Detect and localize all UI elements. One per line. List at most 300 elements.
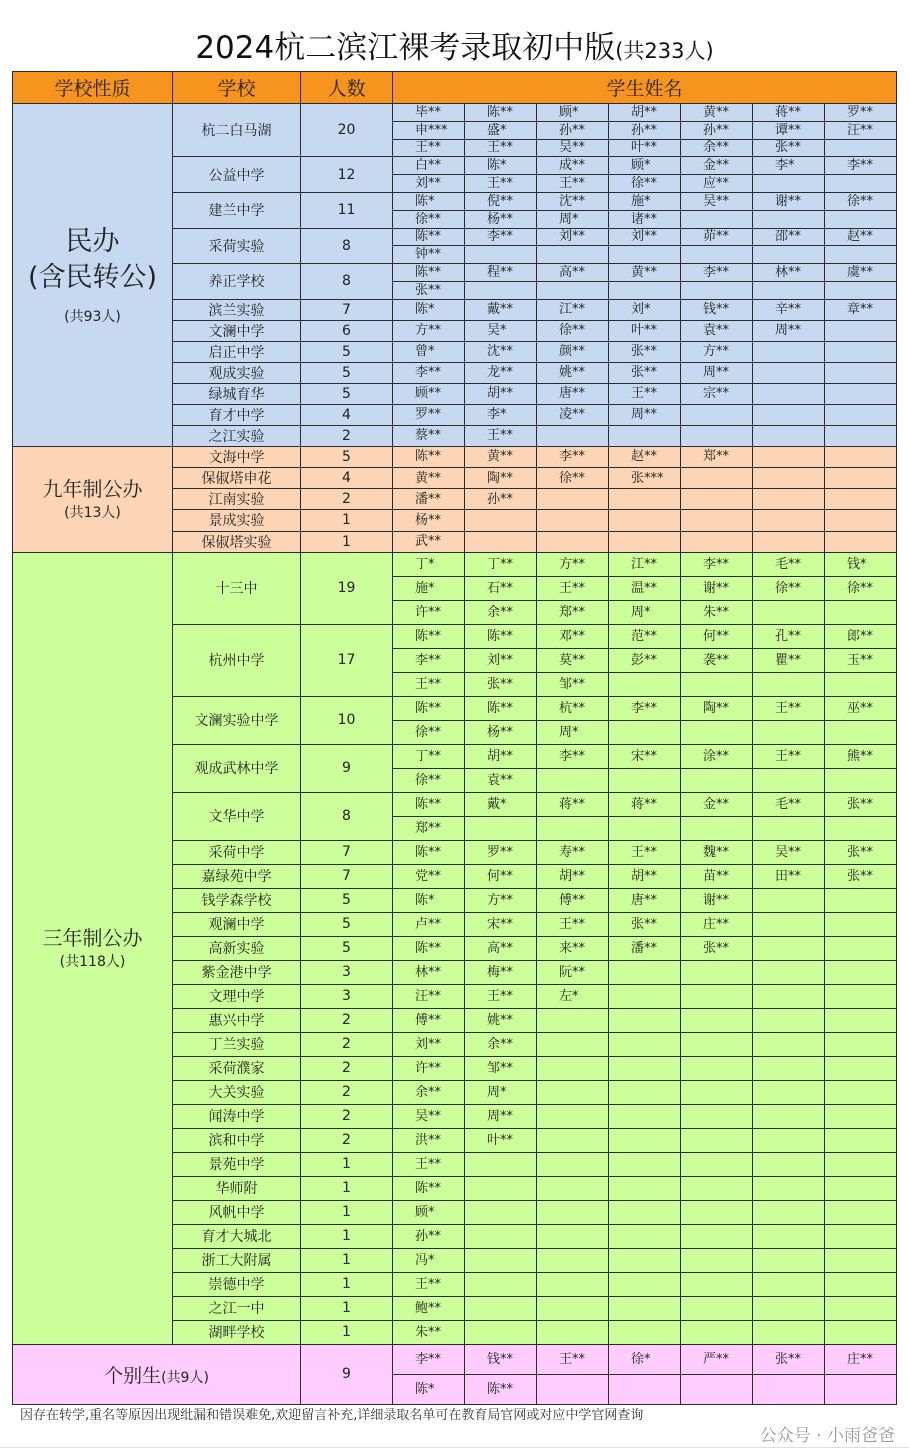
student-name xyxy=(825,768,897,792)
student-name xyxy=(465,531,537,552)
school-name: 观成武林中学 xyxy=(173,744,301,792)
student-name xyxy=(825,121,897,139)
student-name-text: 毕** xyxy=(415,104,442,120)
student-name-text: 申*** xyxy=(415,122,448,138)
student-name xyxy=(465,362,537,383)
student-name-text: 陈** xyxy=(487,700,514,716)
student-name xyxy=(753,1056,825,1080)
student-name xyxy=(393,1080,465,1104)
student-name xyxy=(609,552,681,576)
student-name xyxy=(537,210,609,228)
category-total: (共93人) xyxy=(64,308,121,325)
student-name xyxy=(825,1344,897,1374)
student-name xyxy=(465,210,537,228)
student-name-text: 谢** xyxy=(703,892,730,908)
student-name xyxy=(465,1008,537,1032)
student-count: 4 xyxy=(301,467,393,488)
student-name xyxy=(393,281,465,299)
school-name: 大关实验 xyxy=(173,1080,301,1104)
student-name xyxy=(609,1224,681,1248)
student-name-text: 王** xyxy=(559,176,586,192)
school-name: 十三中 xyxy=(173,552,301,624)
student-name xyxy=(609,1008,681,1032)
student-name xyxy=(393,1296,465,1320)
student-count: 8 xyxy=(301,792,393,840)
student-name xyxy=(465,552,537,576)
student-name xyxy=(465,121,537,139)
student-name xyxy=(753,467,825,488)
student-name xyxy=(393,467,465,488)
student-name-text: 温** xyxy=(631,580,658,596)
student-name xyxy=(753,1320,825,1344)
student-name xyxy=(681,192,753,210)
student-name xyxy=(465,984,537,1008)
student-name xyxy=(393,672,465,696)
student-name xyxy=(825,696,897,720)
student-name-text: 傅** xyxy=(559,892,586,908)
school-name: 惠兴中学 xyxy=(173,1008,301,1032)
student-count: 2 xyxy=(301,1008,393,1032)
student-name xyxy=(825,1080,897,1104)
student-name xyxy=(753,1374,825,1404)
student-name xyxy=(681,104,753,122)
student-name xyxy=(465,576,537,600)
student-count: 5 xyxy=(301,888,393,912)
student-name-text: 张*** xyxy=(631,470,664,486)
student-name-text: 黄** xyxy=(703,104,730,120)
student-name xyxy=(537,383,609,404)
school-name: 湖畔学校 xyxy=(173,1320,301,1344)
footer-watermark: 公众号 · 小雨爸爸 xyxy=(759,1426,895,1446)
student-name-text: 周* xyxy=(559,724,579,740)
student-name xyxy=(393,192,465,210)
student-name-text: 陈** xyxy=(487,104,514,120)
student-name-text: 张** xyxy=(847,796,874,812)
student-name-text: 邵** xyxy=(775,229,802,245)
student-name xyxy=(825,576,897,600)
school-name: 绿城育华 xyxy=(173,383,301,404)
student-name xyxy=(465,446,537,467)
student-name-text: 倪** xyxy=(487,193,514,209)
student-count: 1 xyxy=(301,1152,393,1176)
student-name xyxy=(753,960,825,984)
student-name xyxy=(465,139,537,157)
header-count: 人数 xyxy=(301,72,393,104)
student-name xyxy=(465,720,537,744)
student-name xyxy=(825,531,897,552)
student-name-text: 余** xyxy=(415,1084,442,1100)
student-name xyxy=(537,489,609,510)
student-name-text: 张** xyxy=(847,844,874,860)
student-name-text: 钱* xyxy=(847,556,867,572)
student-name xyxy=(465,888,537,912)
student-name xyxy=(465,299,537,320)
student-name-text: 黄** xyxy=(487,449,514,465)
student-count: 17 xyxy=(301,624,393,696)
student-name xyxy=(609,984,681,1008)
student-name xyxy=(753,1032,825,1056)
student-name xyxy=(681,792,753,816)
school-name: 采荷濮家 xyxy=(173,1056,301,1080)
school-name: 文澜实验中学 xyxy=(173,696,301,744)
student-name xyxy=(537,425,609,446)
student-name xyxy=(753,552,825,576)
student-name xyxy=(609,362,681,383)
student-name-text: 王** xyxy=(487,428,514,444)
student-name xyxy=(681,1296,753,1320)
student-name-text: 顾* xyxy=(559,104,579,120)
student-name xyxy=(537,341,609,362)
student-name xyxy=(609,139,681,157)
student-name xyxy=(465,1056,537,1080)
student-name xyxy=(537,552,609,576)
student-name xyxy=(465,1272,537,1296)
student-name xyxy=(681,228,753,246)
student-name-text: 王** xyxy=(559,580,586,596)
student-name-text: 梅** xyxy=(487,964,514,980)
school-name: 杭二白马湖 xyxy=(173,104,301,157)
student-name xyxy=(825,281,897,299)
student-name xyxy=(609,1296,681,1320)
student-name xyxy=(825,1374,897,1404)
student-name xyxy=(393,446,465,467)
student-name xyxy=(825,210,897,228)
school-name: 养正学校 xyxy=(173,264,301,300)
student-name xyxy=(753,246,825,264)
student-name xyxy=(753,228,825,246)
student-name xyxy=(609,648,681,672)
student-count: 6 xyxy=(301,320,393,341)
student-name xyxy=(609,531,681,552)
student-name xyxy=(825,1128,897,1152)
school-name: 采荷实验 xyxy=(173,228,301,264)
student-name xyxy=(825,600,897,624)
student-name-text: 金** xyxy=(703,796,730,812)
category-total: (共13人) xyxy=(64,505,121,522)
student-name xyxy=(681,246,753,264)
student-name-text: 武** xyxy=(415,534,442,550)
student-name xyxy=(537,744,609,768)
student-name-text: 郑** xyxy=(559,604,586,620)
student-name-text: 丁** xyxy=(487,556,514,572)
student-name-text: 陈* xyxy=(487,158,507,174)
student-name-text: 李** xyxy=(559,449,586,465)
student-name-text: 涂** xyxy=(703,748,730,764)
student-name-text: 诸** xyxy=(631,211,658,227)
student-name xyxy=(537,792,609,816)
student-name xyxy=(393,624,465,648)
student-name xyxy=(609,840,681,864)
student-name xyxy=(753,489,825,510)
student-count: 5 xyxy=(301,936,393,960)
student-name xyxy=(753,281,825,299)
student-name-text: 左* xyxy=(559,988,579,1004)
footer-note: 因存在转学,重名等原因出现纰漏和错误难免,欢迎留言补充,详细录取名单可在教育局官网或对应中学官网查询 xyxy=(20,1408,644,1423)
title-total: (共233人) xyxy=(615,39,714,63)
student-name xyxy=(537,720,609,744)
student-name-text: 王** xyxy=(631,844,658,860)
student-name xyxy=(465,792,537,816)
student-name-text: 鲍** xyxy=(415,1300,442,1316)
school-name: 保俶塔申花 xyxy=(173,467,301,488)
student-name xyxy=(753,425,825,446)
student-name-text: 章** xyxy=(847,302,874,318)
student-name-text: 田** xyxy=(775,868,802,884)
student-name-text: 姚** xyxy=(559,365,586,381)
student-name xyxy=(393,1056,465,1080)
school-name: 文理中学 xyxy=(173,984,301,1008)
student-name xyxy=(825,864,897,888)
student-name-text: 陈** xyxy=(415,700,442,716)
student-name-text: 李** xyxy=(631,700,658,716)
student-name-text: 唐** xyxy=(559,386,586,402)
student-name-text: 顾* xyxy=(631,158,651,174)
student-count: 19 xyxy=(301,552,393,624)
school-name: 观成实验 xyxy=(173,362,301,383)
student-name xyxy=(537,281,609,299)
student-name xyxy=(609,768,681,792)
student-name xyxy=(609,1248,681,1272)
student-name xyxy=(681,1176,753,1200)
student-name xyxy=(681,1224,753,1248)
student-name xyxy=(465,228,537,246)
category-total: (共9人) xyxy=(161,1369,209,1386)
student-name-text: 王** xyxy=(559,1351,586,1367)
student-name-text: 李* xyxy=(487,407,507,423)
student-name xyxy=(609,157,681,175)
student-name-text: 应** xyxy=(703,176,730,192)
student-name-text: 胡** xyxy=(631,104,658,120)
student-name-text: 赵** xyxy=(631,449,658,465)
student-name xyxy=(393,744,465,768)
student-name-text: 张** xyxy=(631,365,658,381)
student-name xyxy=(609,121,681,139)
student-name-text: 王** xyxy=(775,748,802,764)
student-name xyxy=(681,510,753,531)
student-name xyxy=(825,510,897,531)
student-name xyxy=(681,139,753,157)
student-name-text: 吴** xyxy=(703,193,730,209)
student-name xyxy=(753,984,825,1008)
student-name-text: 彭** xyxy=(631,652,658,668)
student-name-text: 胡** xyxy=(631,868,658,884)
student-name-text: 钱** xyxy=(703,302,730,318)
student-name xyxy=(537,404,609,425)
category-total: (共118人) xyxy=(59,954,126,971)
student-name xyxy=(465,648,537,672)
student-name-text: 吴** xyxy=(775,844,802,860)
student-name xyxy=(609,864,681,888)
student-name xyxy=(825,1104,897,1128)
student-name xyxy=(465,768,537,792)
student-name-text: 李** xyxy=(703,556,730,572)
student-name xyxy=(681,531,753,552)
student-name xyxy=(609,510,681,531)
student-name xyxy=(825,404,897,425)
student-name xyxy=(681,210,753,228)
student-name-text: 胡** xyxy=(487,386,514,402)
student-name xyxy=(681,467,753,488)
student-name xyxy=(681,404,753,425)
student-name xyxy=(825,425,897,446)
school-name: 文海中学 xyxy=(173,446,301,467)
student-name xyxy=(537,600,609,624)
student-name xyxy=(537,1320,609,1344)
student-name xyxy=(393,648,465,672)
student-count: 1 xyxy=(301,1272,393,1296)
student-name-text: 寿** xyxy=(559,844,586,860)
student-name xyxy=(681,157,753,175)
student-name-text: 陶** xyxy=(487,470,514,486)
school-name: 文华中学 xyxy=(173,792,301,840)
student-name-text: 陶** xyxy=(703,700,730,716)
student-name xyxy=(753,1080,825,1104)
student-name-text: 李** xyxy=(847,158,874,174)
student-name xyxy=(609,1344,681,1374)
student-name xyxy=(681,576,753,600)
divider xyxy=(0,1447,909,1448)
student-name xyxy=(825,744,897,768)
student-name-text: 陈** xyxy=(415,229,442,245)
student-name xyxy=(609,175,681,193)
header-names: 学生姓名 xyxy=(393,72,897,104)
student-name xyxy=(753,1224,825,1248)
student-name-text: 陈** xyxy=(415,1180,442,1196)
student-name xyxy=(537,864,609,888)
student-name-text: 冯* xyxy=(415,1252,435,1268)
student-name-text: 庄** xyxy=(703,916,730,932)
school-name: 钱学森学校 xyxy=(173,888,301,912)
student-count: 2 xyxy=(301,1080,393,1104)
student-name xyxy=(537,264,609,282)
student-name xyxy=(753,1248,825,1272)
student-name-text: 戴* xyxy=(487,796,507,812)
student-name-text: 张** xyxy=(775,140,802,156)
student-name xyxy=(537,320,609,341)
header-row xyxy=(13,72,897,104)
student-name-text: 徐** xyxy=(775,580,802,596)
student-name-text: 洪** xyxy=(415,1132,442,1148)
student-name xyxy=(681,1128,753,1152)
student-name xyxy=(537,888,609,912)
student-name xyxy=(393,888,465,912)
student-name xyxy=(393,1374,465,1404)
student-name-text: 刘** xyxy=(415,1036,442,1052)
student-name-text: 汪** xyxy=(415,988,442,1004)
student-name xyxy=(393,816,465,840)
student-name xyxy=(537,192,609,210)
student-name-text: 陈** xyxy=(487,1381,514,1397)
student-name-text: 孙** xyxy=(415,1228,442,1244)
student-name xyxy=(753,840,825,864)
student-name xyxy=(681,1056,753,1080)
student-name xyxy=(681,552,753,576)
student-name-text: 张** xyxy=(631,344,658,360)
student-name xyxy=(609,744,681,768)
student-name xyxy=(537,299,609,320)
student-name-text: 杨** xyxy=(487,211,514,227)
school-name: 浙工大附属 xyxy=(173,1248,301,1272)
category-label: 九年制公办 xyxy=(42,477,143,502)
student-name-text: 孙** xyxy=(487,491,514,507)
student-name xyxy=(393,1272,465,1296)
category-sublabel: (含民转公) xyxy=(27,261,158,293)
student-name-text: 傅** xyxy=(415,1012,442,1028)
student-name-text: 余** xyxy=(703,140,730,156)
student-name xyxy=(537,1224,609,1248)
title-main: 2024杭二滨江裸考录取初中版 xyxy=(195,30,616,66)
student-name xyxy=(753,816,825,840)
student-name xyxy=(537,531,609,552)
student-name xyxy=(465,1224,537,1248)
student-name xyxy=(465,320,537,341)
student-name xyxy=(753,768,825,792)
student-name xyxy=(393,404,465,425)
student-name xyxy=(537,984,609,1008)
school-name: 观澜中学 xyxy=(173,912,301,936)
student-name xyxy=(609,1152,681,1176)
student-name xyxy=(753,720,825,744)
student-name xyxy=(537,104,609,122)
student-name xyxy=(681,1344,753,1374)
student-name-text: 罗** xyxy=(847,104,874,120)
student-name xyxy=(465,341,537,362)
student-name xyxy=(825,816,897,840)
student-name xyxy=(537,672,609,696)
student-name xyxy=(681,840,753,864)
student-name xyxy=(609,792,681,816)
student-name-text: 卢** xyxy=(415,916,442,932)
student-name-text: 徐** xyxy=(415,724,442,740)
student-name xyxy=(537,1056,609,1080)
student-name xyxy=(609,1272,681,1296)
student-name xyxy=(825,1152,897,1176)
student-count: 3 xyxy=(301,960,393,984)
student-name xyxy=(825,139,897,157)
student-name-text: 陈* xyxy=(415,892,435,908)
student-name xyxy=(825,1056,897,1080)
student-name-text: 虞** xyxy=(847,265,874,281)
student-name xyxy=(609,1128,681,1152)
student-name-text: 徐** xyxy=(631,176,658,192)
student-name xyxy=(393,362,465,383)
student-name-text: 丁* xyxy=(415,556,435,572)
student-count: 7 xyxy=(301,840,393,864)
student-count: 1 xyxy=(301,1200,393,1224)
student-name xyxy=(753,1152,825,1176)
student-name xyxy=(681,624,753,648)
student-name xyxy=(825,936,897,960)
student-name xyxy=(609,720,681,744)
student-name xyxy=(609,383,681,404)
student-count: 2 xyxy=(301,1104,393,1128)
student-name xyxy=(393,246,465,264)
student-name-text: 孙** xyxy=(559,122,586,138)
student-name xyxy=(609,246,681,264)
student-name xyxy=(393,121,465,139)
student-name-text: 孙** xyxy=(631,122,658,138)
student-count: 9 xyxy=(301,744,393,792)
school-name: 紫金港中学 xyxy=(173,960,301,984)
student-name xyxy=(465,157,537,175)
student-name xyxy=(465,383,537,404)
student-name xyxy=(681,425,753,446)
student-name xyxy=(825,467,897,488)
student-name xyxy=(753,446,825,467)
student-name-text: 张** xyxy=(703,940,730,956)
student-name-text: 江** xyxy=(559,302,586,318)
student-name xyxy=(825,489,897,510)
